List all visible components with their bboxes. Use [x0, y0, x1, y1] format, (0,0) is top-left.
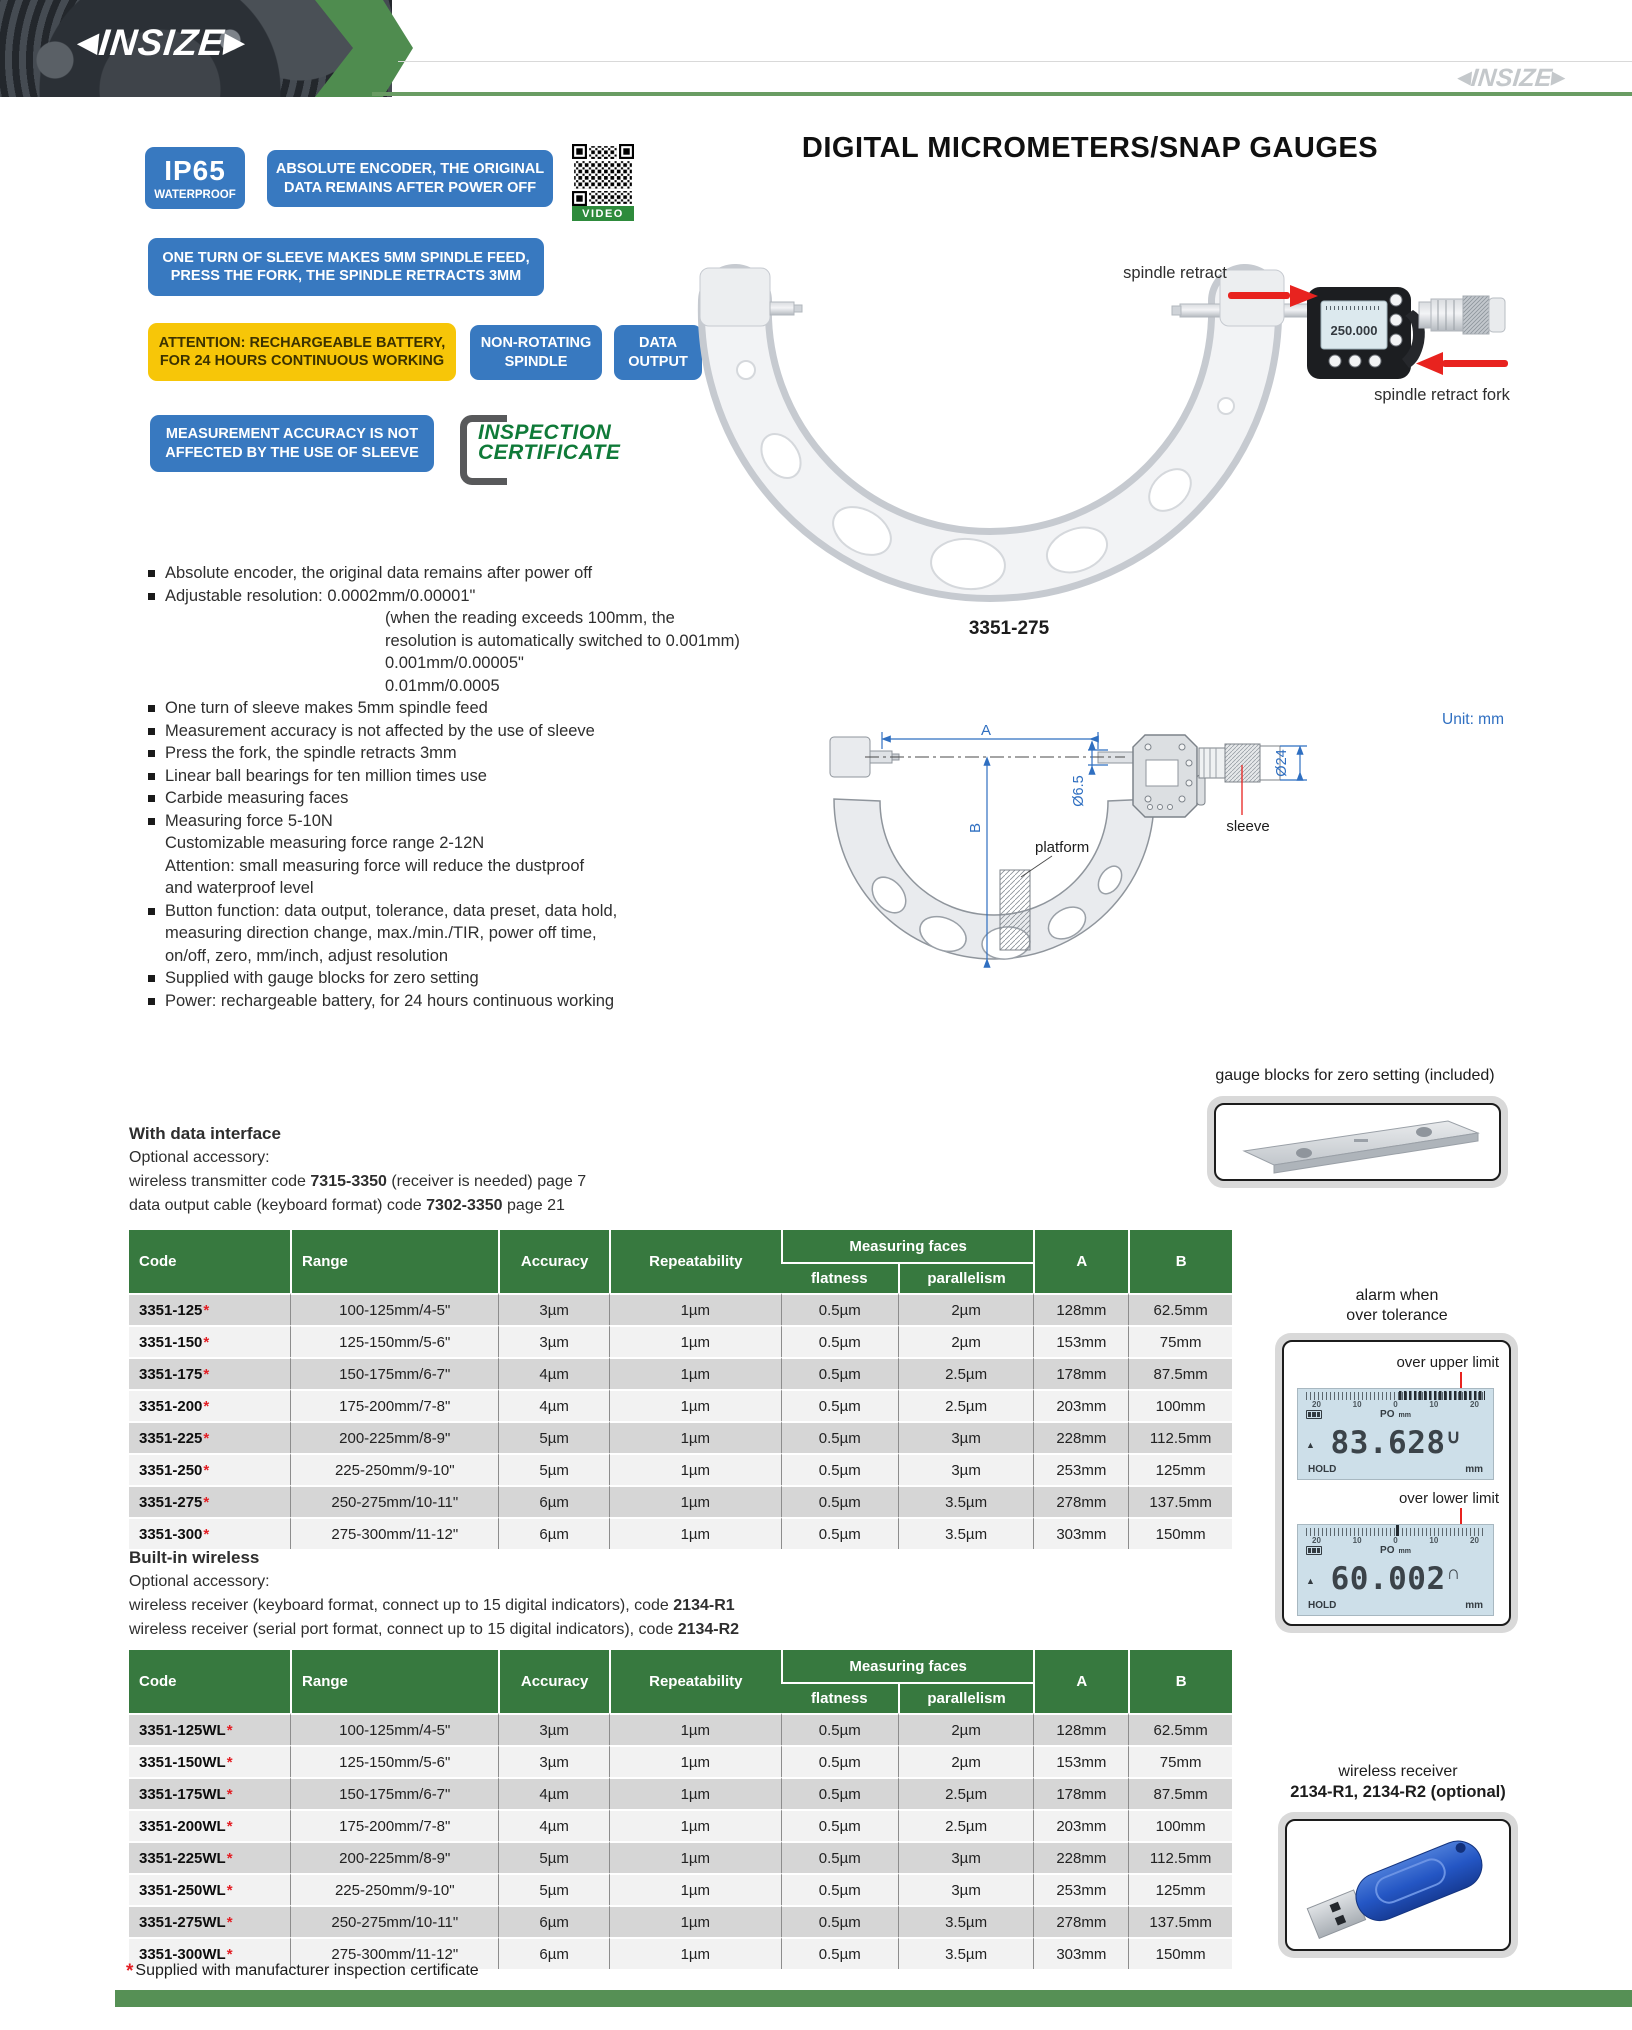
accessory-line: wireless receiver (keyboard format, connect up to 15 digital indicators), code 2134-R1 [129, 1597, 735, 1614]
code-cell: 3351-125WL* [129, 1713, 290, 1745]
alarm-displays-image [1275, 1333, 1518, 1633]
display-reading: 250.000 [1330, 323, 1378, 338]
spec-cell: 225-250mm/9-10" [290, 1453, 498, 1485]
spec-cell: 2.5µm [898, 1777, 1034, 1809]
spec-cell: 3.5µm [898, 1937, 1034, 1969]
over-lower-symbol: ∩ [1446, 1563, 1461, 1584]
logo-right-arrow-icon: ▶ [222, 27, 247, 57]
bullet-square-icon [148, 705, 155, 712]
feature-item: Carbide measuring faces [148, 787, 748, 810]
code-cell: 3351-300WL* [129, 1937, 290, 1969]
over-lower-limit-label: over lower limit [1398, 1490, 1499, 1507]
code-cell: 3351-275* [129, 1485, 290, 1517]
feature-item: (when the reading exceeds 100mm, the [385, 609, 675, 627]
asterisk: * [203, 1525, 210, 1543]
spec-cell: 278mm [1033, 1905, 1128, 1937]
col-header-range: Range [290, 1230, 498, 1293]
digital-display-unit [1307, 287, 1411, 379]
header-green-rule [372, 92, 1632, 96]
spec-cell: 2µm [898, 1293, 1034, 1325]
spec-cell: 1µm [609, 1873, 781, 1905]
spec-cell: 0.5µm [781, 1777, 898, 1809]
bullet-square-icon [148, 750, 155, 757]
spec-cell: 100mm [1128, 1809, 1232, 1841]
feature-item: 0.01mm/0.0005 [385, 676, 500, 695]
spec-cell: 3.5µm [898, 1905, 1034, 1937]
spindle-retract-fork-label: spindle retract fork [1374, 386, 1510, 404]
lcd-reading: 83.628 [1330, 1425, 1446, 1461]
spec-cell: 6µm [498, 1517, 608, 1549]
spec-cell: 0.5µm [781, 1517, 898, 1549]
col-header-flatness: flatness [781, 1262, 898, 1293]
spec-cell: 225-250mm/9-10" [290, 1873, 498, 1905]
over-upper-symbol: ∪ [1446, 1427, 1461, 1448]
spec-cell: 125-150mm/5-6" [290, 1745, 498, 1777]
spec-cell: 200-225mm/8-9" [290, 1421, 498, 1453]
lcd-reading: 60.002 [1330, 1561, 1446, 1597]
spec-cell: 128mm [1033, 1293, 1128, 1325]
spec-cell: 250-275mm/10-11" [290, 1905, 498, 1937]
spec-cell: 2µm [898, 1745, 1034, 1777]
spec-cell: 1µm [609, 1745, 781, 1777]
bullet-square-icon [148, 975, 155, 982]
spec-cell: 2µm [898, 1325, 1034, 1357]
spec-cell: 100-125mm/4-5" [290, 1713, 498, 1745]
col-header-b: B [1128, 1230, 1232, 1293]
code-cell: 3351-125* [129, 1293, 290, 1325]
code-cell: 3351-150* [129, 1325, 290, 1357]
spec-cell: 87.5mm [1128, 1357, 1232, 1389]
spec-cell: 0.5µm [781, 1841, 898, 1873]
logo-left-arrow-icon: ◀ [76, 27, 101, 57]
feature-item: Absolute encoder, the original data remains after power off [148, 562, 748, 585]
code-cell: 3351-250WL* [129, 1873, 290, 1905]
spec-cell: 303mm [1033, 1937, 1128, 1969]
table-row [129, 1809, 1232, 1841]
spec-cell: 1µm [609, 1517, 781, 1549]
over-range-bars [1399, 1391, 1485, 1400]
spec-cell: 203mm [1033, 1389, 1128, 1421]
spec-cell: 3µm [898, 1453, 1034, 1485]
asterisk: * [226, 1849, 233, 1867]
optional-accessory-label: Optional accessory: [129, 1573, 270, 1590]
spec-cell: 3µm [498, 1325, 608, 1357]
spec-cell: 112.5mm [1128, 1421, 1232, 1453]
spec-cell: 0.5µm [781, 1809, 898, 1841]
lcd-display-upper: 20 10 0 10 20 PO mm ▲ 83.628∪ HOLD mm [1297, 1388, 1494, 1480]
spec-cell: 4µm [498, 1389, 608, 1421]
one-turn-badge: ONE TURN OF SLEEVE MAKES 5MM SPINDLE FEED, PRESS THE FORK, THE SPINDLE RETRACTS 3MM [148, 238, 544, 296]
table-row [129, 1517, 1232, 1549]
table-row [129, 1841, 1232, 1873]
spec-cell: 125mm [1128, 1873, 1232, 1905]
bullet-square-icon [148, 773, 155, 780]
spec-cell: 3µm [498, 1293, 608, 1325]
optional-accessory-label: Optional accessory: [129, 1149, 270, 1166]
triangle-indicator: ▲ [1306, 1440, 1315, 1450]
code-cell: 3351-200WL* [129, 1809, 290, 1841]
asterisk: * [226, 1881, 233, 1899]
bullet-square-icon [148, 998, 155, 1005]
spec-cell: 75mm [1128, 1745, 1232, 1777]
spec-cell: 128mm [1033, 1713, 1128, 1745]
spec-cell: 228mm [1033, 1421, 1128, 1453]
spec-cell: 1µm [609, 1485, 781, 1517]
spec-cell: 2.5µm [898, 1809, 1034, 1841]
qr-code-icon [572, 144, 634, 206]
micrometer-product-image [680, 240, 1520, 660]
measurement-accuracy-badge: MEASUREMENT ACCURACY IS NOT AFFECTED BY THE USE OF SLEEVE [150, 415, 434, 472]
sleeve-assembly [1419, 296, 1505, 334]
spec-cell: 137.5mm [1128, 1905, 1232, 1937]
spec-cell: 125mm [1128, 1453, 1232, 1485]
asterisk: * [226, 1913, 233, 1931]
lcd-display-lower: 20 10 0 10 20 PO mm ▲ 60.002∩ HOLD mm [1297, 1524, 1494, 1616]
spec-cell: 2.5µm [898, 1389, 1034, 1421]
asterisk: * [203, 1429, 210, 1447]
spec-cell: 200-225mm/8-9" [290, 1841, 498, 1873]
gauge-blocks-caption: gauge blocks for zero setting (included) [1215, 1067, 1495, 1084]
spec-cell: 4µm [498, 1357, 608, 1389]
inspection-certificate-logo [460, 413, 650, 483]
spec-cell: 62.5mm [1128, 1293, 1232, 1325]
feature-list [148, 562, 748, 1012]
center-tick [1396, 1525, 1399, 1536]
spec-cell: 112.5mm [1128, 1841, 1232, 1873]
spec-cell: 0.5µm [781, 1293, 898, 1325]
spec-cell: 1µm [609, 1937, 781, 1969]
spec-cell: 2.5µm [898, 1357, 1034, 1389]
bullet-square-icon [148, 728, 155, 735]
spec-cell: 1µm [609, 1421, 781, 1453]
spec-cell: 137.5mm [1128, 1485, 1232, 1517]
sleeve-label: sleeve [1226, 818, 1270, 835]
spec-cell: 0.5µm [781, 1485, 898, 1517]
video-label: VIDEO [572, 206, 634, 221]
gauge-blocks-image [1207, 1096, 1508, 1188]
wireless-receiver-image [1278, 1812, 1518, 1958]
table-row [129, 1453, 1232, 1485]
bullet-square-icon [148, 818, 155, 825]
table-row [129, 1421, 1232, 1453]
feature-item: Press the fork, the spindle retracts 3mm [148, 742, 748, 765]
spec-cell: 150-175mm/6-7" [290, 1777, 498, 1809]
spec-cell: 150mm [1128, 1937, 1232, 1969]
table-row [129, 1745, 1232, 1777]
spec-cell: 278mm [1033, 1485, 1128, 1517]
col-header-parallelism: parallelism [898, 1262, 1034, 1293]
spec-cell: 0.5µm [781, 1389, 898, 1421]
data-output-badge: DATA OUTPUT [614, 325, 702, 380]
asterisk: * [203, 1397, 210, 1415]
spec-cell: 6µm [498, 1905, 608, 1937]
code-cell: 3351-250* [129, 1453, 290, 1485]
asterisk: * [226, 1785, 233, 1803]
spec-cell: 3.5µm [898, 1485, 1034, 1517]
col-header-accuracy: Accuracy [498, 1230, 608, 1293]
spec-cell: 1µm [609, 1389, 781, 1421]
code-cell: 3351-150WL* [129, 1745, 290, 1777]
spec-cell: 1µm [609, 1357, 781, 1389]
spec-cell: 0.5µm [781, 1713, 898, 1745]
col-header-b: B [1128, 1650, 1232, 1713]
asterisk: * [203, 1301, 210, 1319]
accessory-line: wireless receiver (serial port format, connect up to 15 digital indicators), code 2134-R2 [129, 1621, 740, 1638]
asterisk: * [203, 1333, 210, 1351]
col-header-repeatability: Repeatability [609, 1230, 781, 1293]
spec-cell: 5µm [498, 1841, 608, 1873]
inspection-text: INSPECTION [478, 421, 612, 444]
table-row [129, 1293, 1232, 1325]
col-header-range: Range [290, 1650, 498, 1713]
with-data-interface-section [129, 1122, 769, 1218]
platform-label: platform [1035, 839, 1090, 856]
header-divider [398, 61, 1632, 62]
spec-cell: 150-175mm/6-7" [290, 1357, 498, 1389]
dimension-diagram [680, 695, 1632, 1005]
certificate-text: CERTIFICATE [478, 440, 621, 464]
col-header-code: Code [129, 1650, 290, 1713]
feature-item: Supplied with gauge blocks for zero setting [148, 967, 748, 990]
absolute-encoder-badge: ABSOLUTE ENCODER, THE ORIGINAL DATA REMAINS AFTER POWER OFF [267, 150, 553, 207]
section-heading: Built-in wireless [129, 1548, 260, 1567]
spec-cell: 3µm [498, 1745, 608, 1777]
spec-cell: 253mm [1033, 1873, 1128, 1905]
asterisk: * [203, 1365, 210, 1383]
wireless-spec-table [129, 1650, 1232, 1969]
col-header-measuring-faces: Measuring faces [781, 1650, 1034, 1682]
attention-badge: ATTENTION: RECHARGEABLE BATTERY, FOR 24 HOURS CONTINUOUS WORKING [148, 323, 456, 381]
model-number-label: 3351-275 [968, 618, 1050, 639]
spec-cell: 275-300mm/11-12" [290, 1937, 498, 1969]
waterproof-text: WATERPROOF [154, 189, 236, 202]
spec-cell: 6µm [498, 1937, 608, 1969]
spec-cell: 1µm [609, 1777, 781, 1809]
col-header-measuring-faces: Measuring faces [781, 1230, 1034, 1262]
spec-cell: 3µm [898, 1873, 1034, 1905]
col-header-parallelism: parallelism [898, 1682, 1034, 1713]
spec-cell: 125-150mm/5-6" [290, 1325, 498, 1357]
video-qr-code [572, 144, 634, 221]
unit-label: Unit: mm [1442, 711, 1504, 728]
spec-cell: 250-275mm/10-11" [290, 1485, 498, 1517]
spec-cell: 303mm [1033, 1517, 1128, 1549]
spec-cell: 75mm [1128, 1325, 1232, 1357]
code-cell: 3351-225* [129, 1421, 290, 1453]
spec-cell: 4µm [498, 1777, 608, 1809]
spec-cell: 178mm [1033, 1777, 1128, 1809]
bullet-square-icon [148, 795, 155, 802]
footnote: * Supplied with manufacturer inspection certificate [126, 1961, 479, 1982]
spec-cell: 0.5µm [781, 1873, 898, 1905]
dia-sleeve-label: Ø24 [1274, 749, 1290, 777]
table-row [129, 1357, 1232, 1389]
spec-cell: 3.5µm [898, 1517, 1034, 1549]
table-row [129, 1873, 1232, 1905]
spec-cell: 6µm [498, 1485, 608, 1517]
bullet-square-icon [148, 908, 155, 915]
data-interface-spec-table [129, 1230, 1232, 1549]
feature-item: One turn of sleeve makes 5mm spindle feed [148, 697, 748, 720]
feature-item: Attention: small measuring force will reduce the dustproof [165, 856, 585, 875]
code-cell: 3351-275WL* [129, 1905, 290, 1937]
col-header-flatness: flatness [781, 1682, 898, 1713]
spec-cell: 3µm [898, 1841, 1034, 1873]
spec-cell: 1µm [609, 1905, 781, 1937]
battery-icon [1306, 1546, 1322, 1555]
page-title: DIGITAL MICROMETERS/SNAP GAUGES [801, 132, 1379, 164]
non-rotating-badge: NON-ROTATING SPINDLE [470, 325, 602, 380]
spindle-retract-fork-arrow-icon [1416, 352, 1508, 375]
header-green-chevron [305, 0, 440, 97]
feature-item: Measuring force 5-10N [148, 810, 748, 833]
watermark-left-arrow-icon: ◀ [1457, 68, 1473, 87]
spec-cell: 1µm [609, 1841, 781, 1873]
spec-cell: 253mm [1033, 1453, 1128, 1485]
spec-cell: 62.5mm [1128, 1713, 1232, 1745]
spec-cell: 100-125mm/4-5" [290, 1293, 498, 1325]
table-row [129, 1325, 1232, 1357]
brand-watermark: ◀INSIZE▶ [1457, 64, 1566, 92]
alarm-caption: alarm when over tolerance [1346, 1287, 1448, 1324]
spec-cell: 3µm [498, 1713, 608, 1745]
spec-cell: 228mm [1033, 1841, 1128, 1873]
spec-cell: 175-200mm/7-8" [290, 1389, 498, 1421]
code-cell: 3351-175WL* [129, 1777, 290, 1809]
asterisk: * [126, 1961, 134, 1982]
asterisk: * [226, 1817, 233, 1835]
spec-cell: 5µm [498, 1873, 608, 1905]
col-header-accuracy: Accuracy [498, 1650, 608, 1713]
brand-logo: ◀INSIZE▶ [76, 22, 247, 63]
bullet-square-icon [148, 593, 155, 600]
col-header-code: Code [129, 1230, 290, 1293]
gauge-block-illustration [1216, 1105, 1499, 1179]
spindle-retract-label: spindle retract [1123, 264, 1227, 282]
triangle-indicator: ▲ [1306, 1576, 1315, 1586]
col-header-a: A [1033, 1230, 1128, 1293]
spec-cell: 0.5µm [781, 1937, 898, 1969]
spec-cell: 1µm [609, 1453, 781, 1485]
col-header-repeatability: Repeatability [609, 1650, 781, 1713]
asterisk: * [226, 1721, 233, 1739]
spec-cell: 0.5µm [781, 1357, 898, 1389]
table-row [129, 1905, 1232, 1937]
spec-cell: 275-300mm/11-12" [290, 1517, 498, 1549]
spec-cell: 203mm [1033, 1809, 1128, 1841]
asterisk: * [226, 1945, 233, 1963]
col-header-a: A [1033, 1650, 1128, 1713]
dim-a-label: A [980, 722, 992, 739]
spec-cell: 5µm [498, 1453, 608, 1485]
built-in-wireless-section [129, 1546, 969, 1642]
over-upper-limit-label: over upper limit [1396, 1354, 1499, 1371]
spec-cell: 3µm [898, 1421, 1034, 1453]
footer-green-bar [115, 1990, 1632, 2007]
code-cell: 3351-175* [129, 1357, 290, 1389]
lcd-scale-labels: 20 10 0 10 20 [1312, 1536, 1479, 1545]
spec-cell: 1µm [609, 1325, 781, 1357]
table-row [129, 1485, 1232, 1517]
feature-item: Customizable measuring force range 2-12N [165, 834, 485, 852]
spec-cell: 2µm [898, 1713, 1034, 1745]
asterisk: * [226, 1753, 233, 1771]
spec-cell: 100mm [1128, 1389, 1232, 1421]
spec-cell: 4µm [498, 1809, 608, 1841]
feature-item: measuring direction change, max./min./TIR, power off time, [165, 924, 597, 942]
feature-item: Linear ball bearings for ten million times use [148, 765, 748, 788]
feature-item: and waterproof level [165, 879, 314, 897]
feature-item: Button function: data output, tolerance, data preset, data hold, [148, 900, 748, 923]
watermark-right-arrow-icon: ▶ [1550, 68, 1566, 87]
spec-cell: 1µm [609, 1293, 781, 1325]
section-heading: With data interface [129, 1124, 281, 1143]
feature-item: Adjustable resolution: 0.0002mm/0.00001" [148, 585, 748, 608]
spec-cell: 1µm [609, 1713, 781, 1745]
usb-dongle-illustration [1287, 1821, 1509, 1949]
feature-item: Measurement accuracy is not affected by the use of sleeve [148, 720, 748, 743]
spec-cell: 0.5µm [781, 1745, 898, 1777]
accessory-line: wireless transmitter code 7315-3350 (receiver is needed) page 7 [129, 1173, 587, 1190]
spec-cell: 0.5µm [781, 1325, 898, 1357]
spec-cell: 178mm [1033, 1357, 1128, 1389]
feature-item: on/off, zero, mm/inch, adjust resolution [165, 946, 449, 965]
code-cell: 3351-225WL* [129, 1841, 290, 1873]
spec-cell: 153mm [1033, 1325, 1128, 1357]
asterisk: * [203, 1493, 210, 1511]
ip65-text: IP65 [164, 155, 226, 187]
dia-spindle-label: Ø6.5 [1071, 775, 1087, 807]
asterisk: * [203, 1461, 210, 1479]
feature-item: resolution is automatically switched to 0.001mm) [385, 631, 740, 650]
spec-cell: 5µm [498, 1421, 608, 1453]
accessory-line: data output cable (keyboard format) code 7302-3350 page 21 [129, 1197, 565, 1214]
code-cell: 3351-200* [129, 1389, 290, 1421]
table-row [129, 1389, 1232, 1421]
spec-cell: 153mm [1033, 1745, 1128, 1777]
code-cell: 3351-300* [129, 1517, 290, 1549]
spec-cell: 150mm [1128, 1517, 1232, 1549]
feature-item: Power: rechargeable battery, for 24 hours continuous working [148, 990, 748, 1013]
bullet-square-icon [148, 570, 155, 577]
spec-cell: 0.5µm [781, 1905, 898, 1937]
spec-cell: 0.5µm [781, 1453, 898, 1485]
battery-icon [1306, 1410, 1322, 1419]
spec-cell: 87.5mm [1128, 1777, 1232, 1809]
table-row [129, 1713, 1232, 1745]
spec-cell: 175-200mm/7-8" [290, 1809, 498, 1841]
ip65-badge [145, 147, 245, 209]
wireless-receiver-caption: wireless receiver 2134-R1, 2134-R2 (optional) [1290, 1763, 1506, 1801]
spec-cell: 0.5µm [781, 1421, 898, 1453]
lcd-scale-labels: 20 10 0 10 20 [1312, 1400, 1479, 1409]
table-row [129, 1777, 1232, 1809]
feature-item: 0.001mm/0.00005" [385, 654, 524, 672]
spec-cell: 1µm [609, 1809, 781, 1841]
dim-b-label: B [967, 822, 984, 834]
